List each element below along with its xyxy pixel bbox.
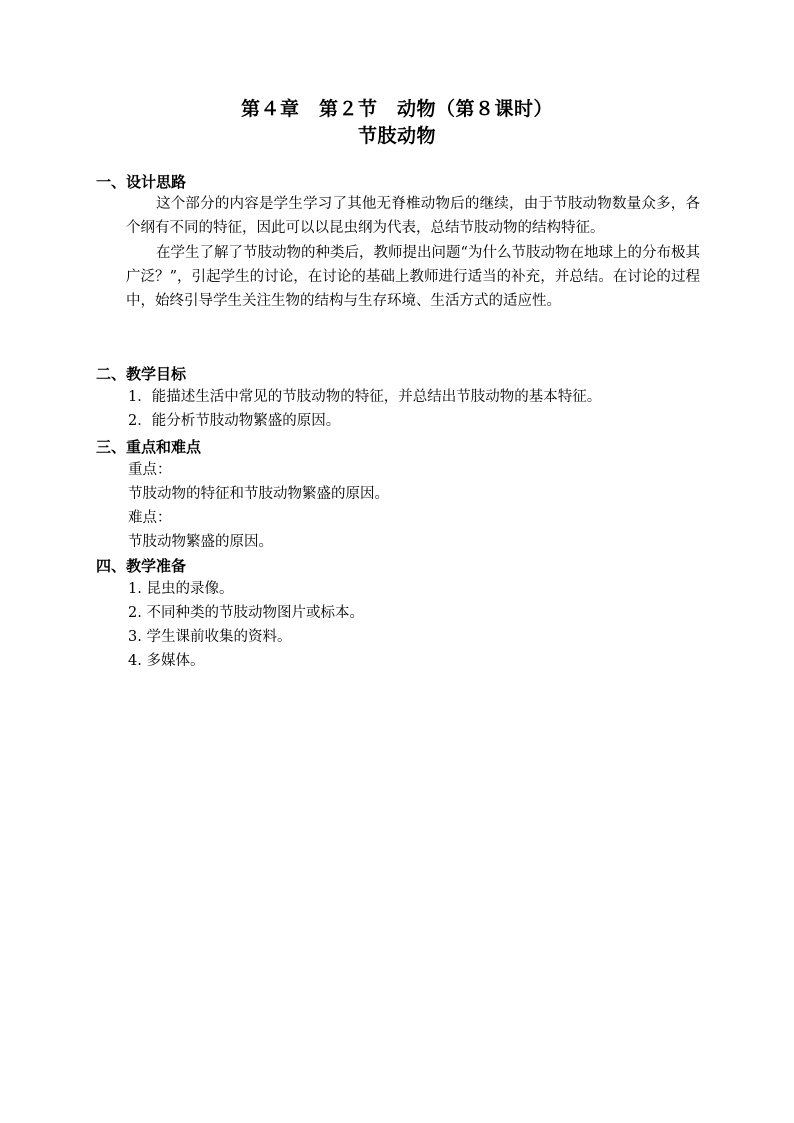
difficulty-label: 难点：	[128, 510, 172, 526]
section-heading-design: 一、设计思路	[96, 173, 187, 191]
prep-item-1: 1. 昆虫的录像。	[128, 581, 234, 597]
prep-item-4: 4. 多媒体。	[128, 653, 205, 669]
key-label: 重点：	[128, 462, 172, 478]
section-heading-prep: 四、教学准备	[96, 557, 187, 575]
section-heading-goals: 二、教学目标	[96, 365, 187, 383]
document-subtitle: 节肢动物	[357, 125, 436, 147]
design-paragraph-2: 在学生了解了节肢动物的种类后，教师提出问题“为什么节肢动物在地球上的分布极其广泛？”，引起学生的讨论，在讨论的基础上教师进行适当的补充，并总结。在讨论的过程中，始终引导学生关注生物的结构与生存环境、生活方式的适应性。	[126, 245, 700, 309]
prep-item-2: 2. 不同种类的节肢动物图片或标本。	[128, 605, 364, 621]
design-paragraph-1: 这个部分的内容是学生学习了其他无脊椎动物后的继续，由于节肢动物数量众多，各个纲有不同的特征，因此可以以昆虫纲为代表，总结节肢动物的结构特征。	[126, 196, 700, 236]
document-title: 第４章 第２节 动物（第８课时）	[240, 98, 553, 120]
prep-item-3: 3. 学生课前收集的资料。	[128, 629, 292, 645]
key-text: 节肢动物的特征和节肢动物繁盛的原因。	[128, 486, 389, 502]
goal-item-1: 1．能描述生活中常见的节肢动物的特征，并总结出节肢动物的基本特征。	[128, 389, 602, 405]
section-heading-keypoints: 三、重点和难点	[96, 438, 202, 456]
goal-item-2: 2．能分析节肢动物繁盛的原因。	[128, 413, 341, 429]
difficulty-text: 节肢动物繁盛的原因。	[128, 534, 273, 550]
